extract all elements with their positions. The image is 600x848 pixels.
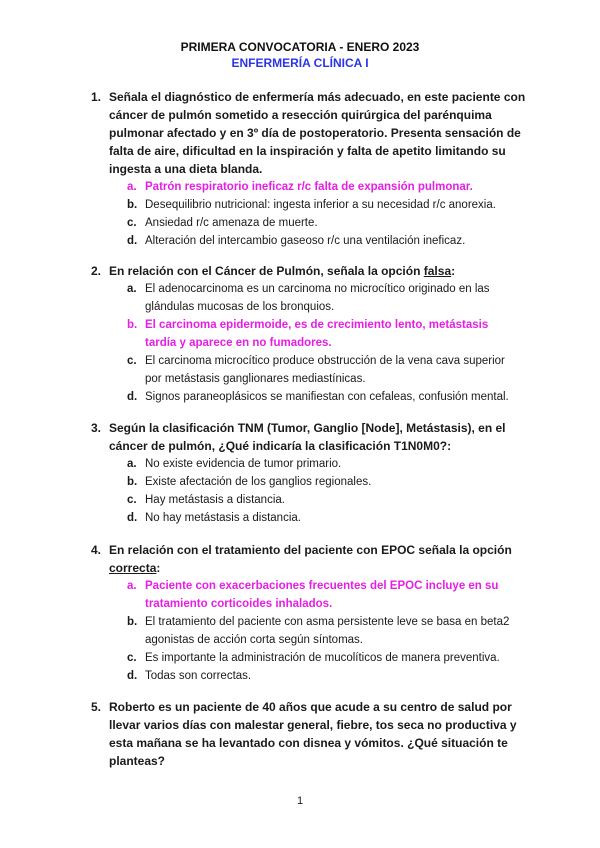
options-list xyxy=(91,178,531,250)
question-text xyxy=(109,262,531,280)
option-letter: c. xyxy=(127,494,137,506)
option-d xyxy=(127,232,517,250)
option-text: El carcinoma microcítico produce obstrucción de la vena cava superior por metástasis ganglionares mediastínicas. xyxy=(145,355,505,385)
option-text: No existe evidencia de tumor primario. xyxy=(145,458,342,470)
option-text: Paciente con exacerbaciones frecuentes del EPOC incluye en su tratamiento corticoides inhalados. xyxy=(145,580,499,610)
question-2 xyxy=(91,262,531,406)
option-a xyxy=(127,280,517,316)
option-letter: b. xyxy=(127,199,138,211)
option-text: Existe afectación de los ganglios regionales. xyxy=(145,476,372,488)
options-list xyxy=(91,455,531,527)
course-title: ENFERMERÍA CLÍNICA I xyxy=(231,56,369,70)
question-3 xyxy=(91,419,531,527)
option-letter: c. xyxy=(127,652,137,664)
option-text: Signos paraneoplásicos se manifiestan con cefaleas, confusión mental. xyxy=(145,391,509,403)
question-number: 3. xyxy=(91,421,102,435)
option-letter: d. xyxy=(127,670,138,682)
question-text xyxy=(109,541,531,577)
page-number: 1 xyxy=(296,795,304,807)
option-text: Todas son correctas. xyxy=(145,670,252,682)
option-text: Desequilibrio nutricional: ingesta inferior a su necesidad r/c anorexia. xyxy=(145,199,496,211)
option-letter: a. xyxy=(127,458,137,470)
option-letter: d. xyxy=(127,512,138,524)
option-text: Patrón respiratorio ineficaz r/c falta de expansión pulmonar. xyxy=(145,181,473,193)
question-number: 5. xyxy=(91,700,102,714)
option-text: Ansiedad r/c amenaza de muerte. xyxy=(145,217,318,229)
option-d xyxy=(127,509,517,527)
option-a xyxy=(127,455,517,473)
question-number: 2. xyxy=(91,264,102,278)
option-text: No hay metástasis a distancia. xyxy=(145,512,301,524)
option-letter: b. xyxy=(127,476,138,488)
question-1 xyxy=(91,88,531,250)
option-letter: d. xyxy=(127,391,138,403)
question-text-before: En relación con el tratamiento del paciente con EPOC señala la opción xyxy=(109,543,512,557)
exam-title: PRIMERA CONVOCATORIA - ENERO 2023 xyxy=(180,40,420,54)
question-number: 1. xyxy=(91,90,102,104)
option-text: El tratamiento del paciente con asma persistente leve se basa en beta2 agonistas de acción corta según síntomas. xyxy=(145,616,510,646)
question-text-after: : xyxy=(156,561,161,575)
question-5 xyxy=(91,698,531,770)
option-a-correct xyxy=(127,577,517,613)
question-number: 4. xyxy=(91,543,102,557)
option-letter: c. xyxy=(127,217,137,229)
option-b xyxy=(127,473,517,491)
option-letter: d. xyxy=(127,235,138,247)
option-d xyxy=(127,667,517,685)
option-text: Alteración del intercambio gaseoso r/c una ventilación ineficaz. xyxy=(145,235,466,247)
question-4 xyxy=(91,541,531,685)
option-letter: a. xyxy=(127,181,137,193)
question-emphasis: falsa xyxy=(423,264,452,278)
option-a-correct xyxy=(127,178,517,196)
question-text: Roberto es un paciente de 40 años que acude a su centro de salud por llevar varios días con malestar general, fiebre, tos seca no productiva y esta mañana se ha levantado con disnea y vómitos. ¿Qué situación te planteas? xyxy=(109,700,517,768)
question-text-after: : xyxy=(451,264,456,278)
option-d xyxy=(127,388,517,406)
question-text: Señala el diagnóstico de enfermería más adecuado, en este paciente con cáncer de pulmón sometido a resección quirúrgica del parénquima pulmonar afectado y en 3º día de postoperatorio. Presenta sensación de falta de aire, dificultad en la inspiración y falta de apetito limitando su ingesta a una dieta blanda. xyxy=(109,90,526,176)
option-c xyxy=(127,649,517,667)
option-text: Hay metástasis a distancia. xyxy=(145,494,285,506)
option-c xyxy=(127,491,517,509)
options-list xyxy=(91,280,531,406)
question-text: Según la clasificación TNM (Tumor, Ganglio [Node], Metástasis), en el cáncer de pulmón, ¿Qué indicaría la clasificación T1N0M0?: xyxy=(109,421,506,453)
option-text: El adenocarcinoma es un carcinoma no microcítico originado en las glándulas mucosas de los bronquios. xyxy=(145,283,490,313)
option-text: Es importante la administración de mucolíticos de manera preventiva. xyxy=(145,652,500,664)
option-letter: b. xyxy=(127,616,138,628)
option-b xyxy=(127,613,517,649)
option-letter: c. xyxy=(127,355,137,367)
question-text-before: En relación con el Cáncer de Pulmón, señala la opción xyxy=(109,264,424,278)
question-emphasis: correcta xyxy=(109,561,157,575)
option-c xyxy=(127,214,517,232)
option-letter: b. xyxy=(127,319,138,331)
option-c xyxy=(127,352,517,388)
option-text: El carcinoma epidermoide, es de crecimiento lento, metástasis tardía y aparece en no fumadores. xyxy=(145,319,489,349)
option-b-correct xyxy=(127,316,517,352)
option-letter: a. xyxy=(127,580,137,592)
options-list xyxy=(91,577,531,685)
option-letter: a. xyxy=(127,283,137,295)
option-b xyxy=(127,196,517,214)
